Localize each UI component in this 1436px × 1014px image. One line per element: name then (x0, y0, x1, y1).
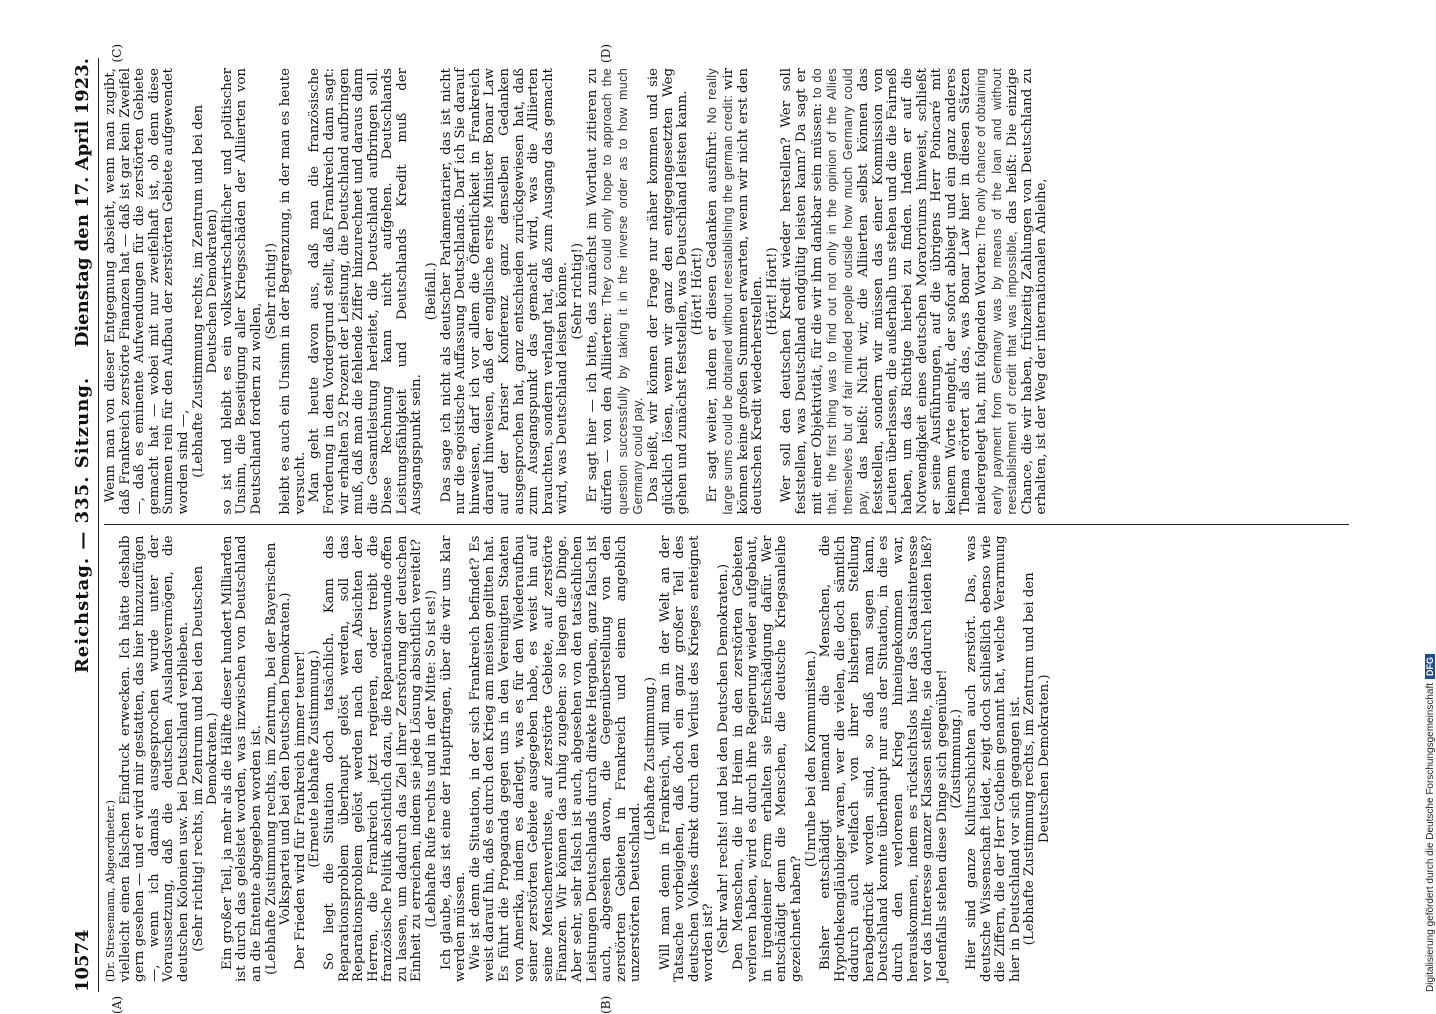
english-quote: No really large sums could be obtained without reestablishing the german credit: (705, 68, 735, 515)
reaction: (Lebhafte Zustimmung rechts, im Zentrum, bei der Bayerischen Volkspartei und bei den Deutschen Demokraten.) (263, 542, 294, 975)
paragraph: Das heißt, wir können der Frage nur näher kommen und sie glücklich lösen, wenn wir ganz den entgegengesetzten Weg gehen und zunächst feststellen, was Deutschland leisten kann. (645, 68, 691, 515)
right-column (103, 44, 1349, 526)
credit-text: Digitalisierung gefördert durch die Deutsche Forschungsgemeinschaft (1425, 682, 1436, 992)
reaction: (Lebhafte Zustimmung.) (642, 676, 658, 841)
funding-credit (1425, 654, 1436, 992)
reaction: (Hört! Hört!) (689, 247, 705, 336)
margin-mark-a: (A) (110, 995, 124, 1014)
paragraph: Den Menschen, die ihr Heim in den zerstörten Gebieten verloren haben, wird es durch ihre Regierung wieder aufgebaut, in irgendeiner Form erhalten sie Entschädigung dafür. Wer entschädigt denn die Menschen, die deutsche Kriegsanleihe gezeichnet haben? (730, 535, 804, 982)
reaction: (Sehr wahr! rechts! und bei den Deutschen Demokraten.) (715, 563, 731, 954)
left-column (104, 526, 1349, 1014)
paragraph: so ist und bleibt es ein volkswirtschaftlicher und politischer Unsinn, die Beseitigung aller Kriegsschäden der Alliierten von Deutschland fordern zu wollen, (219, 68, 264, 515)
paragraph: vielleicht einen falschen Eindruck erwecken. Ich hätte deshalb gern gesehen — und er wird mir gestatten, das hier hinzuzufügen —, wenn ich damals ausgesprochen wurde unter der Voraussetzung, daß die deutschen Auslandsvermögen, die deutschen Kolonien usw. bei Deutschland verblieben. (117, 535, 191, 982)
page-number: 10574 (72, 929, 93, 992)
reaction: (Beifall.) (424, 262, 440, 321)
paragraph: Der Frieden wird für Frankreich immer teurer! (292, 650, 308, 970)
dfg-logo: DFG (1425, 654, 1435, 679)
paragraph: Hier sind ganze Kulturschichten auch zerstört. Das, was deutsche Wissenschaft leidet, zeigt doch schließlich ebenso wie die Ziffern, die der Herr Gothein genannt hat, welche Verarmung hier in Deutschland vor sich gegangen ist. (964, 535, 1023, 982)
reaction: (Hört! Hört!) (764, 247, 780, 336)
paragraph: Wenn man von dieser Entgegnung absieht, wenn man zugibt, daß Frankreich zerstörte Finanzen hat — daß ist gar kein Zweifel —, daß es eminente Aufwendungen für die zerstörten Gebiete gemacht hat — wobei mit nur zweifelhaft ist, ob denn diese Summen rein für den Aufbau der zerstörten Gebiete aufgewendet worden sind —, (103, 68, 191, 515)
reaction: (Sehr richtig!) (570, 242, 585, 340)
paragraph: bleibt es auch ein Unsinn in der Begrenzung, in der man es heute versucht. (278, 68, 308, 515)
reaction: (Lebhafte Rufe rechts und in der Mitte: So ist es!) (424, 589, 440, 928)
english-quote: to do that, the first thing was to find out not only in the opinion of the Allies themselves but of fair minded people outside how much Germany could pay, (809, 68, 871, 515)
margin-mark-d: (D) (599, 44, 613, 63)
page-title: Reichstag. — 335. Sitzung. (72, 376, 93, 674)
quote-translation: wir können keine großen Summen erwarten, wenn wir nicht erst den deutschen Kredit wiederherstellen. (720, 68, 766, 515)
paragraph: Das sage ich nicht als deutscher Parlamentarier, das ist nicht nur die egoistische Auffassung Deutschlands. Darf ich Sie darauf hinweisen, darf ich vor allem die Öffentlichkeit in Frankreich darauf hinweisen, daß der englische erste Minister Bonar Law auf der Pariser Konferenz ganz denselben Gedanken ausgesprochen hat, ganz entschieden zurückgewiesen hat, daß zum Ausgangspunkt das gemacht wird, was die Alliierten brauchten, sondern verlangt hat, daß zum Ausgang das gemacht wird, was Deutschland leisten könne. (438, 68, 571, 515)
margin-mark-c: (C) (110, 44, 124, 63)
page-header (70, 58, 96, 992)
quote-intro: Er sagt hier — ich bitte, das zunächst im Wortlaut zitieren zu dürfen — von den Alliierten: (584, 68, 616, 515)
paragraph (586, 68, 647, 515)
english-quote: They could only hope to approach the question successfully by taking it in the inverse order as to how much Germany could pay. (600, 68, 646, 515)
paragraph: Bisher entschädigt niemand die Menschen, die Hypothekengläubiger waren, wer die vielen, die doch sämtlich dadurch auch vielfach von ihrer bisherigen Stellung herabgedrückt worden sind, so daß man sagen kann, Deutschland konnte überhaupt nur aus der Situation, in die es durch den verlorenen Krieg hineingekommen war, herauskommen, indem es rücksichtslos hier das Staatsinteresse vor das Interesse ganzer Klassen stellte, sie dadurch leiden ließ? Jedenfalls stehen diese Dinge sich gegenüber! (818, 535, 950, 982)
reaction: (Sehr richtig!) (263, 242, 279, 340)
reaction: (Lebhafte Zustimmung rechts, im Zentrum und bei den Deutschen Demokraten.) (1022, 572, 1052, 946)
speaker-attribution: (Dr. Stresemann, Abgeordneter.) (104, 799, 117, 982)
paragraph: Wie ist denn die Situation, in der sich Frankreich befindet? Es weist darauf hin, daß es durch den Krieg am meisten gelitten hat. Es führt die Propaganda gegen uns in den Vereinigten Staaten von Amerika, indem es darlegt, was es für den Wiederaufbau seiner zerstörten Gebiete ausgegeben habe, es weist hin auf seine Menschenverluste, auf zerstörte Gebiete, auf zerstörte Finanzen. Wir können das ruhig zugeben: so liegen die Dinge. Aber sehr, sehr falsch ist auch, abgesehen von den tatsächlichen Leistungen Deutschlands durch direkte Hergaben, ganz falsch ist auch, abgesehen davon, die Gegenüberstellung von den zerstörten Gebieten in Frankreich und einem angeblich unzerstörten Deutschland. (467, 535, 644, 982)
paragraph: So liegt die Situation doch tatsächlich. Kann das Reparationsproblem überhaupt gelöst werden, soll das Reparationsproblem gelöst werden nach den Absichten der Herren, die Frankreich jetzt regieren, oder treibt die französische Politik absichtlich dazu, die Reparationswunde offen zu lassen, um dadurch das Ziel ihrer Zerstörung der deutschen Einheit zu erreichen, indem sie jede Lösung absichtlich vereitelt? (321, 535, 425, 982)
session-date: Dienstag den 17. April 1923. (72, 58, 93, 348)
paragraph: Man geht heute davon aus, daß man die französische Forderung in den Vordergrund stellt, daß Frankreich dann sagt: wir erhalten 52 Prozent der Leistung, die Deutschland aufbringen muß, daß man die fehlende Ziffer hinzurechnet und daraus dann die Gesamtleistung herleitet, die Deutschland aufbringen soll. Diese Rechnung kann nicht aufgehen. Deutschlands Leistungsfähigkeit und Deutschlands Kredit muß der Ausgangspunkt sein. (307, 68, 425, 515)
paragraph (780, 68, 1050, 515)
header-rule (98, 58, 99, 992)
text-columns (103, 44, 1349, 1014)
reaction: (Sehr richtig! rechts, im Zentrum und bei den Deutschen Demokraten.) (190, 565, 221, 952)
paragraph (705, 68, 765, 515)
quote-intro: Wer soll den deutschen Kredit wieder herstellen? Wer soll feststellen, was Deutschland endgültig leisten kann? Da sagt er mit einer Objektivität, für die wir ihm dankbar sein müssen: (779, 68, 825, 515)
reaction: (Erneute lebhafte Zustimmung.) (307, 649, 323, 868)
paragraph: Will man denn in Frankreich, will man in der Welt an der Tatsache vorbeigehen, daß doch ein ganz großer Teil des deutschen Volkes direkt durch den Verlust des Krieges enteignet worden ist? (657, 535, 717, 982)
reaction: (Zustimmung.) (949, 708, 965, 809)
quote-translation: das heißt: Die einzige Chance, die wir haben, frühzeitig Zahlungen von Deutschland zu erhalten, ist der Weg der internationalen Anleihe, (1005, 68, 1050, 515)
reaction: (Unruhe bei den Kommunisten.) (803, 650, 819, 868)
paragraph: Ein großer Teil, ja mehr als die Hälfte dieser hundert Milliarden ist durch das geleistet worden, was inzwischen von Deutschland an die Entente abgegeben worden ist. (219, 535, 264, 982)
paragraph: Ich glaube, das ist eine der Hauptfragen, über die wir uns klar werden müssen. (438, 535, 469, 982)
page (70, 44, 1355, 1014)
english-quote: The only chance of obtaining early payment from Germany was by means of the loan and without reestablishment of credit that was impossible, (974, 67, 1020, 515)
quote-translation: das heißt: Nicht wir, die Alliierten selbst können das feststellen, sondern wir müssen das einer Kommission von Leuten überlassen, die außerhalb uns stehen und die die Fairneß haben, um das Richtige hierbei zu finden. Indem er auf die Notwendigkeit eines deutschen Moratoriums hinweist, schließt er seine Ausführungen, auf die übrigens Herr Poincaré mit keinem Worte eingeht, der sofort abbiegt und ein ganz anderes Thema erörtert als das, was Bonar Law hier in diesen Sätzen niedergelegt hat, mit folgenden Worten: (856, 68, 990, 515)
reaction: (Lebhafte Zustimmung rechts, im Zentrum und bei den Deutschen Demokraten) (190, 104, 221, 478)
margin-mark-b: (B) (599, 995, 613, 1014)
quote-intro: Er sagt weiter, indem er diesen Gedanken ausführt: (705, 130, 721, 503)
